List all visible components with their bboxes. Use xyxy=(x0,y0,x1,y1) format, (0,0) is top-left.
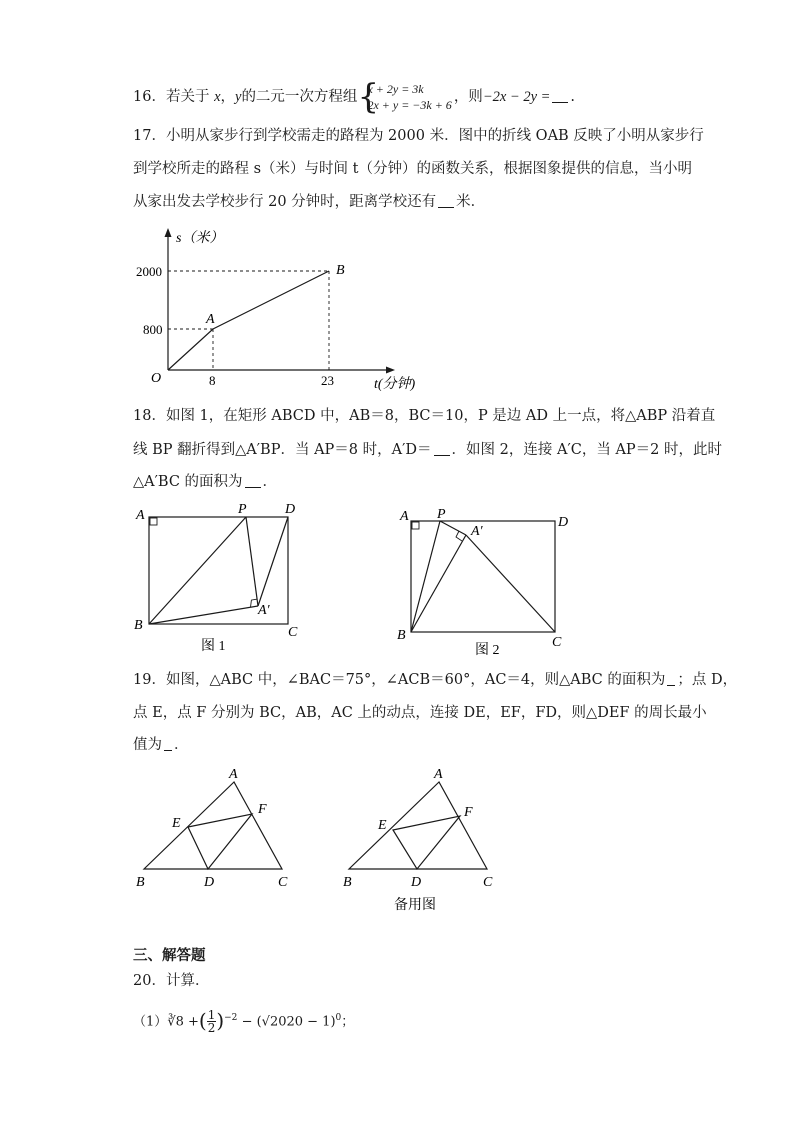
q20-title: 20．计算． xyxy=(133,973,210,989)
q18-answer-blank-2 xyxy=(245,473,261,488)
fig1-label-a1: A′ xyxy=(258,603,270,618)
right-angle-mark-a xyxy=(150,518,157,525)
segment-bp xyxy=(149,517,246,624)
q16-post: ，则 xyxy=(453,89,483,105)
fig19b-label-c: C xyxy=(483,875,493,890)
q16-expr: −2x − 2y = xyxy=(482,89,551,105)
q18-line-3 xyxy=(133,472,277,492)
triangle-def xyxy=(188,814,252,869)
q18-line-1: 18．如图 1，在矩形 ABCD 中，AB＝8，BC＝10，P 是边 AD 上一点，将△ABP 沿着直 xyxy=(133,408,716,424)
q18-line-2b: ．如图 2，连接 A′C，当 AP＝2 时，此时 xyxy=(451,442,723,458)
x-axis-label: t(分钟) xyxy=(374,377,416,392)
fig2-label-p: P xyxy=(437,507,446,522)
fig19-label-e: E xyxy=(172,816,181,831)
question-16 xyxy=(133,77,576,117)
triangle-abc-2 xyxy=(349,782,487,869)
segment-bp-2 xyxy=(411,521,440,632)
fig19b-label-d: D xyxy=(411,875,422,890)
q16-end: . xyxy=(570,89,576,105)
fig19b-label-b: B xyxy=(343,875,352,890)
section-heading: 三、解答题 xyxy=(133,948,206,964)
q20-1-label: （1） xyxy=(133,1014,168,1030)
origin-label: O xyxy=(151,371,162,386)
q18-line-3b: ． xyxy=(262,474,278,490)
fig19b-label-e: E xyxy=(378,818,387,833)
fig1-caption: 图 1 xyxy=(201,639,226,654)
segment-a1d xyxy=(258,517,288,606)
q17-line-3b: 米． xyxy=(456,194,486,210)
segment-ba1-2 xyxy=(411,535,466,632)
segment-ba1 xyxy=(149,606,258,624)
fig1-label-a: A xyxy=(136,508,145,523)
q18-answer-blank-1 xyxy=(434,441,450,456)
q20-1-fraction: $\frac{1}{2}$ xyxy=(207,1008,216,1036)
distance-time-graph xyxy=(130,222,416,397)
q20-1-zero-exponent: 0 xyxy=(335,1013,342,1023)
q19-answer-blank-1 xyxy=(667,671,675,686)
equation-1: x + 2y = 3k xyxy=(367,82,424,96)
point-b-label: B xyxy=(336,263,345,278)
y-tick-2000: 2000 xyxy=(136,264,162,279)
figure-19-1 xyxy=(130,762,300,897)
x-axis-arrow xyxy=(386,367,395,374)
y-axis-arrow xyxy=(165,228,172,237)
fig19b-label-f: F xyxy=(464,805,473,820)
q18-line-3a: △A′BC 的面积为 xyxy=(133,474,243,490)
q19-line-3 xyxy=(133,735,189,755)
fig1-label-b: B xyxy=(134,618,143,633)
q19-line-3b: ． xyxy=(174,737,189,753)
q20-1-root: ∛8 + xyxy=(167,1014,199,1030)
fig19-label-b: B xyxy=(136,875,145,890)
q20-part-1: （1）∛8 +( $\frac{1}{2}$ )$^{-2} - (√2020 - 1)^0$； xyxy=(133,1008,355,1036)
q16-sep: ， xyxy=(220,89,235,105)
q20-1-end: ； xyxy=(341,1014,355,1030)
fig1-label-c: C xyxy=(288,625,298,640)
segment-a1c-2 xyxy=(466,535,555,632)
fig19-label-a: A xyxy=(229,767,238,782)
q16-mid: 的二元一次方程组 xyxy=(241,89,358,105)
q16-var-y: y xyxy=(235,89,242,105)
triangle-def-2 xyxy=(393,816,460,869)
fig19b-label-a: A xyxy=(434,767,443,782)
q19-line-2: 点 E，点 F 分别为 BC，AB，AC 上的动点，连接 DE，EF，FD，则△DEF 的周长最小 xyxy=(133,705,707,721)
q19-line-1a: 19．如图，△ABC 中，∠BAC＝75°，∠ACB＝60°，AC＝4，则△ABC 的面积为 xyxy=(133,672,666,688)
q17-line-1: 17．小明从家步行到学校需走的路程为 2000 米．图中的折线 OAB 反映了小明从家步行 xyxy=(133,128,704,144)
fig2-label-c: C xyxy=(552,635,562,650)
fig2-label-d: D xyxy=(558,515,569,530)
q17-line-2: 到学校所走的路程 s（米）与时间 t（分钟）的函数关系，根据图象提供的信息，当小明 xyxy=(133,161,692,177)
y-axis-label: s（米） xyxy=(176,231,224,246)
q18-line-2 xyxy=(133,440,722,460)
fig2-label-a1: A′ xyxy=(471,524,483,539)
q19-answer-blank-2 xyxy=(164,736,172,751)
equation-2: 2x + y = −3k + 6 xyxy=(367,98,452,112)
fig19-label-d: D xyxy=(204,875,215,890)
fig19-label-c: C xyxy=(278,875,288,890)
fig2-label-b: B xyxy=(397,628,406,643)
q18-line-2a: 线 BP 翻折得到△A′BP．当 AP＝8 时，A′D＝ xyxy=(133,442,432,458)
equation-system: { x + 2y = 3k 2x + y = −3k + 6 xyxy=(357,77,452,117)
figure-19-2 xyxy=(335,762,515,922)
q16-answer-blank xyxy=(552,88,568,103)
fig2-caption: 图 2 xyxy=(475,643,500,658)
q16-number: 16． xyxy=(133,89,166,105)
fig19b-caption: 备用图 xyxy=(394,898,436,913)
fig1-label-d: D xyxy=(285,502,296,517)
q19-line-1 xyxy=(133,670,737,690)
point-a-label: A xyxy=(206,312,215,327)
right-angle-mark-a-2 xyxy=(412,522,419,529)
fig19-label-f: F xyxy=(258,802,267,817)
x-tick-8: 8 xyxy=(209,373,216,388)
q17-line-3a: 从家出发去学校步行 20 分钟时，距离学校还有 xyxy=(133,194,437,210)
segment-pa1-2 xyxy=(440,521,466,535)
q16-pre: 若关于 xyxy=(165,89,210,105)
q19-line-1b: ；点 D， xyxy=(677,672,738,688)
q20-1-exponent: −2 xyxy=(224,1013,238,1023)
rectangle-abcd-2 xyxy=(411,521,555,632)
polyline-oab xyxy=(168,271,329,370)
triangle-abc xyxy=(144,782,282,869)
x-tick-23: 23 xyxy=(321,373,334,388)
figure-18-2 xyxy=(392,502,572,662)
q19-line-3a: 值为 xyxy=(133,737,162,753)
fig1-label-p: P xyxy=(238,502,247,517)
q20-1-tail: − (√2020 − 1) xyxy=(241,1014,336,1030)
figure-18-1 xyxy=(130,498,310,658)
q17-line-3 xyxy=(133,192,485,212)
y-tick-800: 800 xyxy=(143,322,163,337)
q17-answer-blank xyxy=(438,193,454,208)
q16-var-x: x xyxy=(214,89,221,105)
fig2-label-a: A xyxy=(400,509,409,524)
segment-pa1 xyxy=(246,517,258,606)
